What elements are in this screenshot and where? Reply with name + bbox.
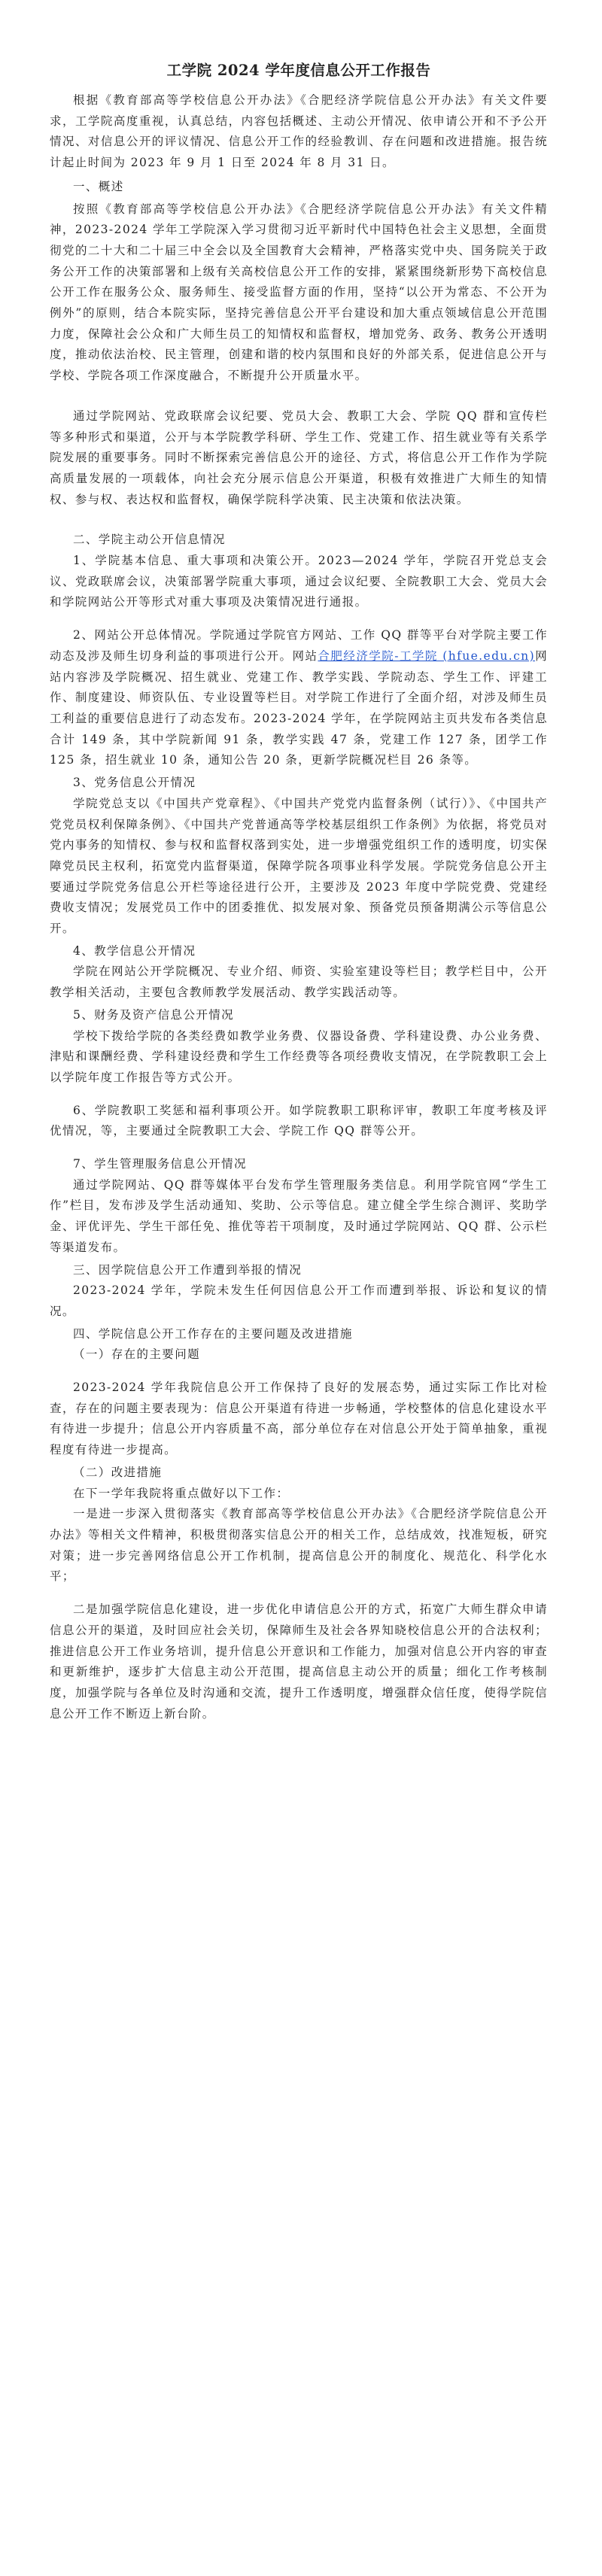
item-paragraph: 1、学院基本信息、重大事项和决策公开。2023—2024 学年，学院召开党总支会议、党政联席会议，决策部署学院重大事项，通过会议纪要、全院教职工大会、党员大会和学院网站公开等形式对重大事项及决策情况进行通报。	[50, 554, 548, 609]
item-paragraph: 学院在网站公开学院概况、专业介绍、师资、实验室建设等栏目；教学栏目中，公开教学相关活动，主要包含教师教学发展活动、教学实践活动等。	[50, 964, 548, 1000]
item-paragraph: 在下一学年我院将重点做好以下工作：	[73, 1486, 290, 1500]
item-paragraph: 一是进一步深入贯彻落实《教育部高等学校信息公开办法》《合肥经济学院信息公开办法》等相关文件精神，积极贯彻落实信息公开的相关工作，总结成效，找准短板，研究对策；进一步完善网络信息公开工作机制，提高信息公开的制度化、规范化、科学化水平；	[50, 1507, 548, 1584]
subsection-heading: 5、财务及资产信息公开情况	[73, 1007, 235, 1022]
item-paragraph: 2023-2024 学年，学院未发生任何因信息公开工作而遭到举报、诉讼和复议的情况。	[50, 1283, 548, 1318]
overview-paragraph: 通过学院网站、党政联席会议纪要、党员大会、教职工大会、学院 QQ 群和宣传栏等多种形式和渠道，公开与本学院教学科研、学生工作、党建工作、招生就业等有关系学院发展的重要事务。同时不断探索完善信息公开的途径、方式，将信息公开工作作为学院高质量发展的一项载体，向社会充分展示信息公开渠道，积极有效推进广大师生的知情权、参与权、表达权和监督权，确保学院科学决策、民主决策和依法决策。	[50, 409, 548, 506]
item-paragraph: 学院党总支以《中国共产党章程》、《中国共产党党内监督条例（试行）》、《中国共产党党员权利保障条例》、《中国共产党普通高等学校基层组织工作条例》为依据，将党员对党内事务的知情权、参与权和监督权落到实处，进一步增强党组织工作的透明度，切实保障党员民主权利，拓宽党内监督渠道，保障学院各项事业科学发展。学院党务信息公开主要通过学院党务信息公开栏等途径进行公开，主要涉及 2023 年度中学院党费、党建经费收支情况；发展党员工作中的团委推优、拟发展对象、预备党员预备期满公示等信息公开。	[50, 796, 548, 936]
item-paragraph: 学校下拨给学院的各类经费如教学业务费、仪器设备费、学科建设费、办公业务费、津贴和课酬经费、学科建设经费和学生工作经费等各项经费收支情况，在学院教职工会上以学院年度工作报告等方式公开。	[50, 1028, 548, 1084]
subsection-heading: （二）改进措施	[73, 1465, 163, 1479]
item-text: 网站内容涉及学院概况、招生就业、党建工作、教学实践、学院动态、学生工作、评建工作、制度建设、师资队伍、专业设置等栏目。对学院工作进行了全面介绍，对涉及师生员工利益的重要信息进行了动态发布。2023-2024 学年，在学院网站主页共发布各类信息合计 149 条，其中学院新闻 91 条，教学实践 47 条，党建工作 127 条，团学工作 125 条，招生就业 10 条，通知公告 20 条，更新学院概况栏目 26 条等。	[50, 649, 549, 767]
college-website-link[interactable]: 合肥经济学院-工学院 (hfue.edu.cn)	[318, 649, 536, 663]
item-text: 2、网站公开总体情况。学院通过学院官方网站、工作 QQ 群等平台对学院主要工作动态及涉及师生切身利益的事项进行公开。网站	[50, 628, 548, 663]
intro-paragraph: 根据《教育部高等学校信息公开办法》《合肥经济学院信息公开办法》有关文件要求，工学院高度重视，认真总结，内容包括概述、主动公开情况、依申请公开和不予公开情况、对信息公开的评议情况、信息公开工作的经验教训、存在问题和改进措施。报告统计起止时间为 2023 年 9 月 1 日至 2024 年 8 月 31 日。	[50, 93, 548, 170]
section-heading: 一、概述	[73, 179, 124, 193]
item-paragraph: 二是加强学院信息化建设，进一步优化申请信息公开的方式，拓宽广大师生群众申请信息公开的渠道，及时回应社会关切，保障师生及社会各界知晓校信息公开的合法权利；推进信息公开工作业务培训，提升信息公开意识和工作能力，加强对信息公开内容的审查和更新维护，逐步扩大信息主动公开范围，提高信息主动公开的质量；细化工作考核制度，加强学院与各单位及时沟通和交流，提升工作透明度，增强群众信任度，使得学院信息公开工作不断迈上新台阶。	[50, 1602, 548, 1721]
subsection-heading: 4、教学信息公开情况	[73, 943, 196, 958]
subsection-heading: 3、党务信息公开情况	[73, 776, 196, 790]
overview-paragraph: 按照《教育部高等学校信息公开办法》《合肥经济学院信息公开办法》有关文件精神，2023-2024 学年工学院深入学习贯彻习近平新时代中国特色社会主义思想，全面贯彻党的二十大和二十届三中全会以及全国教育大会精神，严格落实党中央、国务院关于政务公开工作的决策部署和上级有关高校信息公开工作的安排，紧紧围绕新形势下高校信息公开工作在服务公众、服务师生、接受监督方面的作用，坚持“以公开为常态、不公开为例外”的原则，结合本院实际，坚持完善信息公开平台建设和加大重点领域信息公开范围力度，保障社会公众和广大师生员工的知情权和监督权，增加党务、政务、教务公开透明度，推动依法治校、民主管理，创建和谐的校内氛围和良好的外部关系，促进信息公开与学校、学院各项工作深度融合，不断提升公开质量水平。	[50, 202, 548, 383]
item-paragraph: 6、学院教职工奖惩和福利事项公开。如学院教职工职称评审，教职工年度考核及评优情况，等，主要通过全院教职工大会、学院工作 QQ 群等公开。	[50, 1103, 548, 1138]
report-title: 工学院 2024 学年度信息公开工作报告	[166, 62, 431, 79]
item-paragraph: 通过学院网站、QQ 群等媒体平台发布学生管理服务类信息。利用学院官网“学生工作”栏目，发布涉及学生活动通知、奖助、公示等信息。建立健全学生综合测评、奖助学金、评优评先、学生干部任免、推优等若干项制度，及时通过学院网站、QQ 群、公示栏等渠道发布。	[50, 1177, 548, 1254]
item-paragraph: 2023-2024 学年我院信息公开工作保持了良好的发展态势，通过实际工作比对检查，存在的问题主要表现为：信息公开渠道有待进一步畅通，学校整体的信息化建设水平有待进一步提升；信息公开内容质量不高，部分单位存在对信息公开处于简单抽象，重视程度有待进一步提高。	[50, 1381, 548, 1457]
section-heading: 四、学院信息公开工作存在的主要问题及改进措施	[73, 1326, 353, 1341]
subsection-heading: （一）存在的主要问题	[73, 1347, 201, 1362]
subsection-heading: 7、学生管理服务信息公开情况	[73, 1157, 247, 1171]
section-heading: 二、学院主动公开信息情况	[73, 533, 226, 547]
item-paragraph-website	[50, 625, 548, 771]
section-heading: 三、因学院信息公开工作遭到举报的情况	[73, 1262, 303, 1277]
